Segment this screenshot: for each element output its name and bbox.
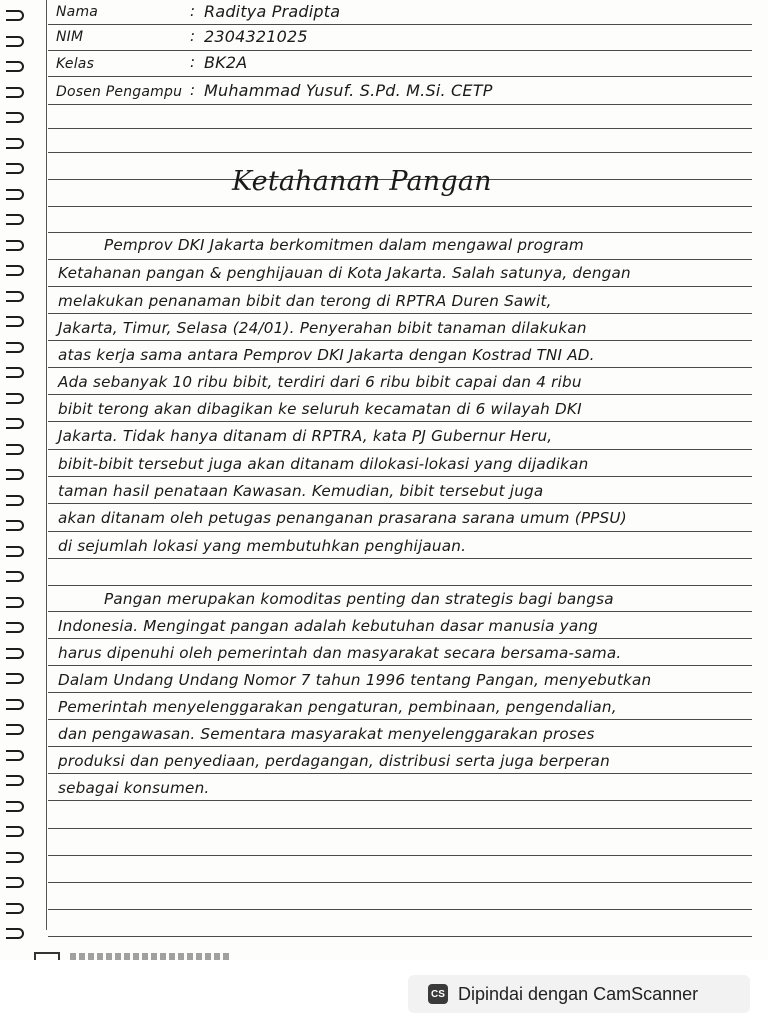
binding-ring xyxy=(6,495,24,506)
ruled-line xyxy=(48,394,752,395)
ruled-line xyxy=(48,909,752,910)
ruled-line xyxy=(48,638,752,639)
essay-title: Ketahanan Pangan xyxy=(232,166,492,197)
binding-ring xyxy=(6,546,24,557)
ruled-line xyxy=(48,665,752,666)
ruled-line xyxy=(48,585,752,586)
camscanner-watermark xyxy=(408,975,750,1013)
binding-ring xyxy=(6,163,24,174)
nama-value: Raditya Pradipta xyxy=(204,2,341,21)
text-line: sebagai konsumen. xyxy=(58,779,210,797)
binding-ring xyxy=(6,750,24,761)
text-line: Pemerintah menyelenggarakan pengaturan, pembinaan, pengendalian, xyxy=(58,698,617,716)
binding-ring xyxy=(6,291,24,302)
ruled-line xyxy=(48,882,752,883)
ruled-line xyxy=(48,206,752,207)
binding-ring xyxy=(6,826,24,837)
text-line: Ada sebanyak 10 ribu bibit, terdiri dari 6 ribu bibit capai dan 4 ribu xyxy=(58,373,582,391)
binding-ring xyxy=(6,112,24,123)
ruled-line xyxy=(48,449,752,450)
binding-ring xyxy=(6,36,24,47)
binding-ring xyxy=(6,214,24,225)
ruled-line xyxy=(48,611,752,612)
binding-ring xyxy=(6,801,24,812)
ruled-line xyxy=(48,558,752,559)
text-line: harus dipenuhi oleh pemerintah dan masyarakat secara bersama-sama. xyxy=(58,644,622,662)
ruled-line xyxy=(48,128,752,129)
camscanner-icon: CS xyxy=(428,984,448,1004)
text-line: Ketahanan pangan & penghijauan di Kota Jakarta. Salah satunya, dengan xyxy=(58,264,631,282)
ruled-line xyxy=(48,476,752,477)
text-line: bibit-bibit tersebut juga akan ditanam dilokasi-lokasi yang dijadikan xyxy=(58,455,589,473)
binding-ring xyxy=(6,87,24,98)
ruled-line xyxy=(48,104,752,105)
binding-ring xyxy=(6,138,24,149)
dosen-label: Dosen Pengampu xyxy=(56,84,183,100)
binding-ring xyxy=(6,648,24,659)
ruled-line xyxy=(48,855,752,856)
ruled-line xyxy=(48,800,752,801)
ruled-line xyxy=(48,773,752,774)
binding-ring xyxy=(6,928,24,939)
text-line: taman hasil penataan Kawasan. Kemudian, bibit tersebut juga xyxy=(58,482,544,500)
binding-ring xyxy=(6,699,24,710)
binding-ring xyxy=(6,393,24,404)
spiral-binding xyxy=(0,0,30,950)
ruled-line xyxy=(48,50,752,51)
binding-ring xyxy=(6,571,24,582)
binding-ring xyxy=(6,444,24,455)
text-line: dan pengawasan. Sementara masyarakat menyelenggarakan proses xyxy=(58,725,595,743)
text-line: Jakarta. Tidak hanya ditanam di RPTRA, kata PJ Gubernur Heru, xyxy=(58,427,553,445)
ruled-line xyxy=(48,746,752,747)
margin-line xyxy=(46,0,47,930)
camscanner-text: Dipindai dengan CamScanner xyxy=(458,983,699,1004)
binding-ring xyxy=(6,61,24,72)
ruled-line xyxy=(48,259,752,260)
binding-ring xyxy=(6,342,24,353)
text-line: akan ditanam oleh petugas penanganan prasarana sarana umum (PPSU) xyxy=(58,509,627,527)
text-line: Indonesia. Mengingat pangan adalah kebutuhan dasar manusia yang xyxy=(58,617,598,635)
nim-label: NIM xyxy=(56,29,84,45)
text-line: bibit terong akan dibagikan ke seluruh kecamatan di 6 wilayah DKI xyxy=(58,400,582,418)
kelas-value: BK2A xyxy=(204,53,248,72)
ruled-line xyxy=(48,367,752,368)
nim-value: 2304321025 xyxy=(204,27,308,46)
text-line: Dalam Undang Undang Nomor 7 tahun 1996 tentang Pangan, menyebutkan xyxy=(58,671,652,689)
binding-ring xyxy=(6,852,24,863)
kelas-label: Kelas xyxy=(56,56,95,72)
binding-ring xyxy=(6,316,24,327)
ruled-line xyxy=(48,936,752,937)
text-line: Jakarta, Timur, Selasa (24/01). Penyerahan bibit tanaman dilakukan xyxy=(58,319,587,337)
binding-ring xyxy=(6,724,24,735)
nama-colon: : xyxy=(190,2,196,20)
ruled-line xyxy=(48,692,752,693)
binding-ring xyxy=(6,673,24,684)
ruled-line xyxy=(48,531,752,532)
binding-ring xyxy=(6,469,24,480)
text-line: atas kerja sama antara Pemprov DKI Jakarta dengan Kostrad TNI AD. xyxy=(58,346,595,364)
binding-ring xyxy=(6,265,24,276)
binding-ring xyxy=(6,240,24,251)
ruled-line xyxy=(48,313,752,314)
ruled-line xyxy=(48,286,752,287)
binding-ring xyxy=(6,622,24,633)
text-line: di sejumlah lokasi yang membutuhkan penghijauan. xyxy=(58,537,467,555)
ruled-line xyxy=(48,421,752,422)
ruled-line xyxy=(48,828,752,829)
kelas-colon: : xyxy=(190,53,196,71)
nim-colon: : xyxy=(190,27,196,45)
binding-ring xyxy=(6,10,24,21)
binding-ring xyxy=(6,367,24,378)
ruled-line xyxy=(48,76,752,77)
ruled-line xyxy=(48,340,752,341)
nama-label: Nama xyxy=(56,4,99,20)
text-line: produksi dan penyediaan, perdagangan, distribusi serta juga berperan xyxy=(58,752,610,770)
ruled-line xyxy=(48,232,752,233)
dosen-colon: : xyxy=(190,81,196,99)
binding-ring xyxy=(6,520,24,531)
binding-ring xyxy=(6,877,24,888)
ruled-line xyxy=(48,152,752,153)
binding-ring xyxy=(6,418,24,429)
ruled-line xyxy=(48,503,752,504)
text-line: Pemprov DKI Jakarta berkomitmen dalam mengawal program xyxy=(104,236,584,254)
binding-ring xyxy=(6,775,24,786)
binding-ring xyxy=(6,189,24,200)
page-logo-mark xyxy=(34,952,60,960)
ruled-line xyxy=(48,719,752,720)
text-line: Pangan merupakan komoditas penting dan strategis bagi bangsa xyxy=(104,590,614,608)
binding-ring xyxy=(6,597,24,608)
text-line: melakukan penanaman bibit dan terong di RPTRA Duren Sawit, xyxy=(58,292,552,310)
ruled-line xyxy=(48,24,752,25)
binding-ring xyxy=(6,903,24,914)
dosen-value: Muhammad Yusuf. S.Pd. M.Si. CETP xyxy=(204,81,493,100)
page-footer-print xyxy=(70,953,230,960)
